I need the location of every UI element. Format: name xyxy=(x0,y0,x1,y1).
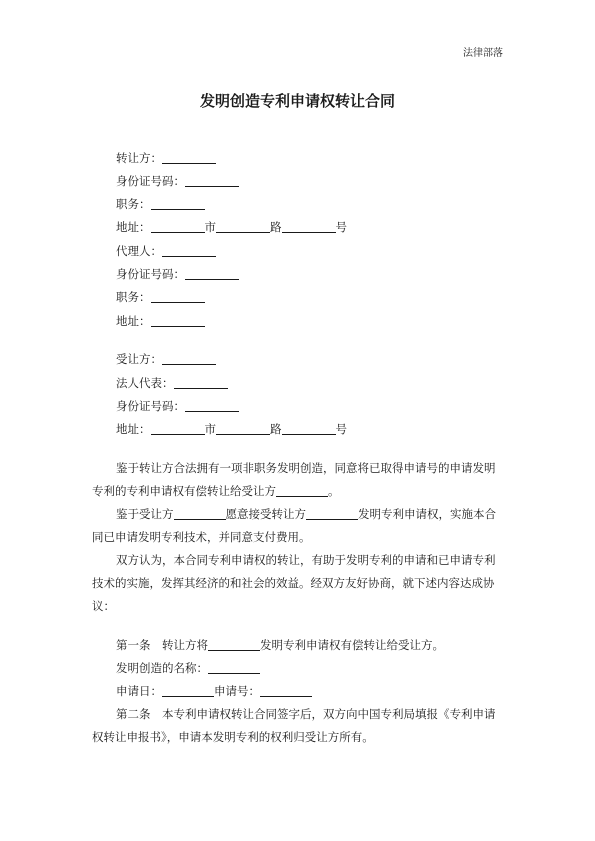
transferor-position-line xyxy=(116,196,205,212)
document-title: 发明创造专利申请权转让合同 xyxy=(199,92,395,110)
transferee-city-blank[interactable] xyxy=(151,422,205,435)
paragraph-recital-3 xyxy=(92,549,512,618)
recital-1-blank[interactable] xyxy=(276,484,328,497)
transferee-id-label: 身份证号码： xyxy=(116,399,185,413)
transferee-city-text: 市 xyxy=(204,422,216,436)
transferor-position-blank[interactable] xyxy=(151,197,205,210)
transferor-position-label: 职务： xyxy=(116,197,151,211)
agent-position-blank[interactable] xyxy=(151,290,205,303)
article-2-line-1: 第二条 本专利申请权转让合同签字后，双方向中国专利局填报《专利申请 xyxy=(116,707,496,721)
application-date-label: 申请日： xyxy=(116,684,162,698)
transferee-road-text: 路 xyxy=(270,422,282,436)
recital-3-line-1: 双方认为，本合同专利申请权的转让，有助于发明专利的申请和已申请专利 xyxy=(116,553,496,567)
recital-2-blank-2[interactable] xyxy=(306,507,358,520)
recital-2-text-a: 鉴于受让方 xyxy=(116,507,174,521)
agent-id-blank[interactable] xyxy=(185,267,239,280)
article-1 xyxy=(92,634,512,703)
transferor-road-text: 路 xyxy=(270,220,282,234)
article-1-line-1 xyxy=(92,634,512,657)
recital-1-text: 专利的专利申请权有偿转让给受让方 xyxy=(92,484,276,498)
application-date-blank[interactable] xyxy=(162,684,214,697)
transferee-road-blank[interactable] xyxy=(216,422,270,435)
transferor-id-blank[interactable] xyxy=(185,174,239,187)
application-info-line xyxy=(92,680,512,703)
recital-1-end: 。 xyxy=(328,484,340,498)
transferor-name-line xyxy=(116,150,216,166)
agent-name-blank[interactable] xyxy=(162,244,216,257)
transferor-number-blank[interactable] xyxy=(282,220,336,233)
paragraph-recital-1 xyxy=(92,457,512,503)
recital-2-line-2: 同已申请发明专利技术，并同意支付费用。 xyxy=(92,530,311,544)
article-2-line-2: 权转让申报书》，申请本发明专利的权利归受让方所有。 xyxy=(92,730,374,744)
transferee-name-line xyxy=(116,351,216,367)
transferee-number-text: 号 xyxy=(335,422,347,436)
recital-2-blank-1[interactable] xyxy=(174,507,226,520)
article-2 xyxy=(92,703,512,749)
agent-id-line xyxy=(116,266,239,282)
legal-rep-label: 法人代表： xyxy=(116,376,174,390)
paragraph-recital-2 xyxy=(92,503,512,549)
legal-rep-line xyxy=(116,375,228,391)
transferee-address-label: 地址： xyxy=(116,422,151,436)
application-number-label: 申请号： xyxy=(214,684,260,698)
transferor-name-blank[interactable] xyxy=(162,151,216,164)
invention-name-label: 发明创造的名称： xyxy=(116,661,208,675)
transferor-name-label: 转让方： xyxy=(116,151,162,165)
transferee-number-blank[interactable] xyxy=(282,422,336,435)
transferor-road-blank[interactable] xyxy=(216,220,270,233)
agent-name-line xyxy=(116,243,216,259)
agent-position-label: 职务： xyxy=(116,290,151,304)
transferee-id-blank[interactable] xyxy=(185,399,239,412)
recital-3-line-3: 议： xyxy=(92,599,115,613)
agent-address-label: 地址： xyxy=(116,314,151,328)
article-1-text-a: 第一条 转让方将 xyxy=(116,638,208,652)
agent-address-line xyxy=(116,313,205,329)
agent-address-blank[interactable] xyxy=(151,314,205,327)
agent-position-line xyxy=(116,289,205,305)
application-number-blank[interactable] xyxy=(260,684,312,697)
transferee-id-line xyxy=(116,398,239,414)
article-1-text-b: 发明专利申请权有偿转让给受让方。 xyxy=(260,638,444,652)
recital-3-line-2: 技术的实施，发挥其经济的和社会的效益。经双方友好协商，就下述内容达成协 xyxy=(92,576,495,590)
transferor-address-line xyxy=(116,219,347,235)
article-1-blank[interactable] xyxy=(208,638,260,651)
transferor-id-label: 身份证号码： xyxy=(116,174,185,188)
agent-name-label: 代理人： xyxy=(116,244,162,258)
transferee-name-blank[interactable] xyxy=(162,352,216,365)
transferor-id-line xyxy=(116,173,239,189)
agent-id-label: 身份证号码： xyxy=(116,267,185,281)
invention-name-blank[interactable] xyxy=(208,661,260,674)
recital-1-line-2 xyxy=(92,480,512,503)
recital-2-text-b: 愿意接受转让方 xyxy=(225,507,306,521)
recital-2-text-c: 发明专利申请权，实施本合 xyxy=(358,507,496,521)
legal-rep-blank[interactable] xyxy=(174,376,228,389)
transferee-address-line xyxy=(116,421,347,437)
header-tag: 法律部落 xyxy=(463,48,503,59)
transferor-address-label: 地址： xyxy=(116,220,151,234)
transferor-number-text: 号 xyxy=(335,220,347,234)
transferee-name-label: 受让方： xyxy=(116,352,162,366)
recital-1-line-1: 鉴于转让方合法拥有一项非职务发明创造，同意将已取得申请号的申请发明 xyxy=(116,461,496,475)
transferor-city-blank[interactable] xyxy=(151,220,205,233)
transferor-city-text: 市 xyxy=(204,220,216,234)
recital-2-line-1 xyxy=(92,503,512,526)
invention-name-line xyxy=(92,657,512,680)
